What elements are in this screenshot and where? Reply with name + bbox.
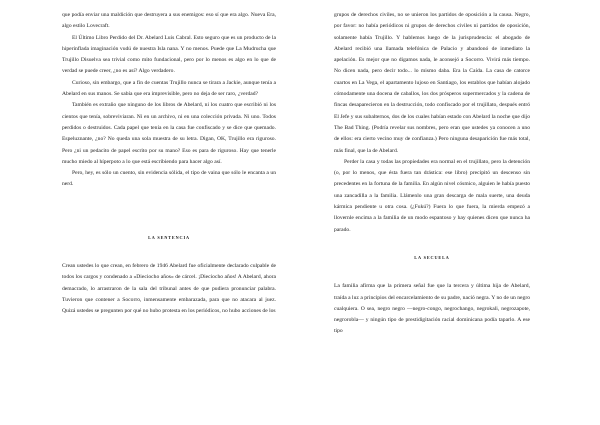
right-paragraph-2: Perder la casa y todas las propiedades era normal en el trujillato, pero la detención (o, por lo menos, que ésta fuera tan drástica: ese libro) precipitó un descenso sin precedentes en la fortuna de la familia. En algún nivel cósmico, alguien le había puesto una zancadilla a la familia. Llámenlo una gran descarga de mala suerte, una deuda kármica pendiente u otra cosa. (¿Fukú?) Fuera lo que fuera, la mierda empezó a llovernle encima a la familia de un modo espantoso y hay quienes dicen que nunca ha parado.	[334, 158, 530, 233]
section-spacer	[334, 236, 530, 252]
right-paragraph-1: grupos de derechos civiles, no se unieron los partidos de oposición a la causa. Negro, por favor: no había periódicos ni grupos de derechos civiles ni partidos de oposición, solamente había Trujillo. Y hablemos luego de la jurisprudencia: el abogado de Abelard recibió una llamada telefónica de Palacio y abandonó de inmediato la apelación. Es mejor que no digamos nada, le aconsejó a Socorro. Vivirá más tiempo. No dicen nada, pero decir todo... lo mismo daba. Era la Caída. La casa de catorce cuartos en La Vega, el apartamento lujoso en Santiago, los establos que habían alojado cómodamente una docena de caballos, los dos prósperos supermercados y la cadena de fincas desaparecieron en la destrucción, todo confiscado por el trujillato, después entró El Jefe y sus subalternos, dos de los cuales habían estado con Abelard la noche que dijo The Bad Thing. (Podría revelar sus nombres, pero eran que ustedes ya conocen a uno de ellos: era cierto vecino muy de confianza.) Pero ninguna desaparición fue más total, más final, que la de Abelard.	[334, 12, 530, 154]
left-paragraph-3: Curioso, sin embargo, que a fin de cuentas Trujillo nunca se tirara a Jackie, aunque tenía a Abelard en sus manos. Se sabía que era imprevisible, pero no deja de ser raro, ¿verdad?	[62, 79, 276, 98]
section-spacer	[334, 263, 530, 281]
right-paragraph-3: La familia afirma que la primera señal fue que la tercera y última hija de Abelard, traída a luz a principios del encarcelamiento de su padre, nació negra. Y no de un negro cualquiera. O sea, negro negro —negro-congo, negrochango, negrokali, negrozapote, negrorobla— y ningún tipo de prestidigitación racial dominicana podía taparlo. A ese tipo	[334, 283, 530, 335]
right-page	[334, 10, 530, 420]
left-paragraph-5: Pero, hey, es sólo un cuento, sin evidencia sólida, el tipo de vaina que sólo le encanta a un nerd.	[62, 170, 276, 188]
left-paragraph-1: que podía enviar una maldición que destruyera a sus enemigos: eso sí que era algo. Nueva Era, algo estilo Lovecraft.	[62, 12, 276, 30]
left-paragraph-2: El Último Libro Perdido del Dr. Abelard Luis Cabral. Esto seguro que es un producto de la hiperinflada imaginación vudú de nuestra Isla nana. Y no menos. Puede que La Mudrucha que Trujillo Disuelva sea trivial como mito fundacional, pero por lo menos es algo en lo que de verdad se puede creer, ¿no es así? Algo verdadero.	[62, 34, 276, 75]
section-heading-la-secuela: LA SECUELA	[414, 254, 450, 260]
section-spacer	[62, 191, 276, 232]
left-paragraph-4: También es extraño que ninguno de los libros de Abelard, ni los cuatro que escribió ni los cientos que tenía, sobreviviaran. Ni en un archivo, ni en una colección privada. Ni uno. Todos perdidos o destruidos. Cada papel que tenía en la casa fue confiscado y se dice que quemado. Espeluznante, ¿no? No queda una sola muestra de su letra. Digan, OK, Trujillo era riguroso. Pero ¿ni un pedacito de papel escrito por su mano? Eso es para de riguroso. Hay que tenerle mucho miedo al híperpoto a lo que está escribiendo para hacer algo así.	[62, 102, 276, 165]
left-page	[62, 10, 276, 420]
section-heading-la-sentencia: LA SENTENCIA	[148, 234, 190, 240]
left-paragraph-6: Crean ustedes lo que crean, en febrero de 1946 Abelard fue oficialmente declarado culpable de todos los cargos y condenado a «Dieciocho años» de cárcel. ¡Dieciocho años! A Abelard, ahora demacrado, lo arrastraron de la sala del tribunal antes de que pudiera pronunciar palabra. Tuvieron que contener a Socorro, inmensamente embarazada, para que no atacara al juez. Quizá ustedes se pregunten por qué no hubo protesta en los periódicos, no hubo acciones de los	[62, 263, 276, 315]
section-spacer	[62, 243, 276, 261]
